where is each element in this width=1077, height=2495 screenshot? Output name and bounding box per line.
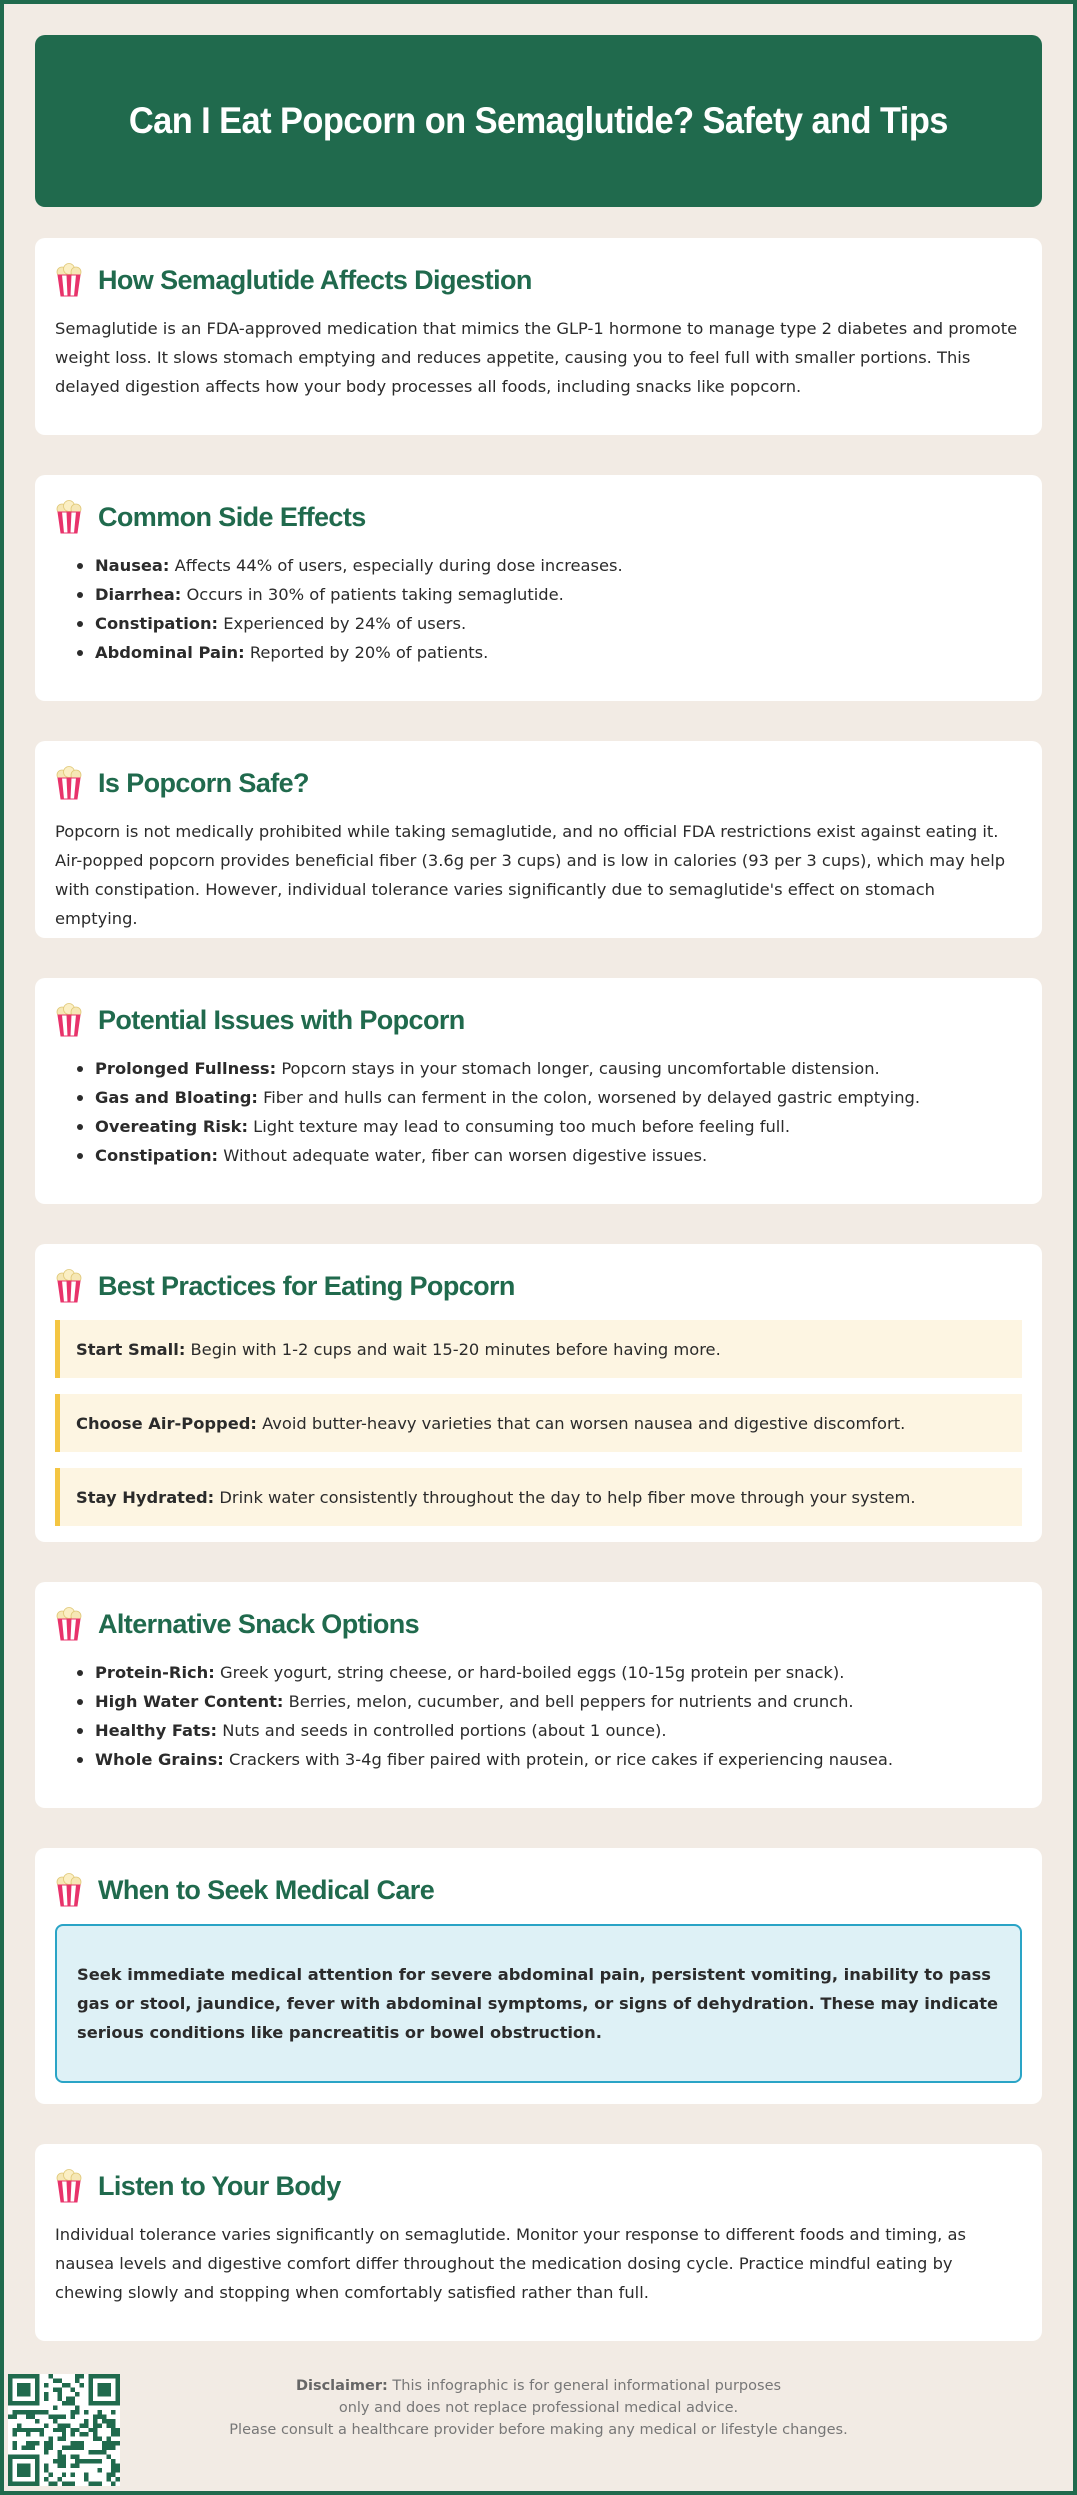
page-title: Can I Eat Popcorn on Semaglutide? Safety and Tips (128, 100, 949, 141)
list-item: Protein-Rich: Greek yogurt, string cheese, or hard-boiled eggs (10-15g protein per snack). (55, 1658, 1022, 1687)
section-title: Best Practices for Eating Popcorn (98, 1270, 515, 1301)
list-item: Constipation: Experienced by 24% of users. (55, 609, 1022, 638)
section-digestion (35, 238, 1042, 435)
popcorn-icon (55, 1607, 83, 1641)
list-item: Overeating Risk: Light texture may lead to consuming too much before feeling full. (55, 1112, 1022, 1141)
tip-box: Stay Hydrated: Drink water consistently throughout the day to help fiber move through your system. (55, 1468, 1022, 1526)
section-medical-care (35, 1848, 1042, 2104)
section-title: Alternative Snack Options (98, 1608, 420, 1639)
section-title: When to Seek Medical Care (98, 1874, 435, 1905)
medical-alert-box: Seek immediate medical attention for severe abdominal pain, persistent vomiting, inability to pass gas or stool, jaundice, fever with abdominal symptoms, or signs of dehydration. These may indicate serious conditions like pancreatitis or bowel obstruction. (55, 1924, 1022, 2083)
section-title: Potential Issues with Popcorn (98, 1004, 465, 1035)
section-listen (35, 2144, 1042, 2341)
disclaimer: Disclaimer: This infographic is for general informational purposes only and does not replace professional medical advice. Please consult a healthcare provider before making any medical or lifestyle changes. (229, 2378, 848, 2438)
section-side-effects (35, 475, 1042, 701)
popcorn-icon (55, 263, 83, 297)
side-effects-list (55, 551, 1022, 667)
list-item: Healthy Fats: Nuts and seeds in controlled portions (about 1 ounce). (55, 1716, 1022, 1745)
section-issues (35, 978, 1042, 1204)
popcorn-icon (55, 2169, 83, 2203)
popcorn-icon (55, 1269, 83, 1303)
section-is-safe (35, 741, 1042, 938)
section-alternatives (35, 1582, 1042, 1808)
list-item: High Water Content: Berries, melon, cucumber, and bell peppers for nutrients and crunch. (55, 1687, 1022, 1716)
disclaimer-label: Disclaimer: (295, 2378, 388, 2394)
section-title: How Semaglutide Affects Digestion (98, 264, 532, 295)
issues-list (55, 1054, 1022, 1170)
section-best-practices (35, 1244, 1042, 1542)
section-title: Is Popcorn Safe? (98, 767, 309, 798)
section-text: Popcorn is not medically prohibited while taking semaglutide, and no official FDA restrictions exist against eating it. Air-popped popcorn provides beneficial fiber (3.6g per 3 cups) and is low in calories (93 per 3 cups), which may help with constipation. However, individual tolerance varies significantly due to semaglutide's effect on stomach emptying. (55, 822, 1006, 928)
list-item: Nausea: Affects 44% of users, especially during dose increases. (55, 551, 1022, 580)
section-title: Common Side Effects (98, 501, 366, 532)
popcorn-icon (55, 1003, 83, 1037)
section-text: Individual tolerance varies significantly on semaglutide. Monitor your response to different foods and timing, as nausea levels and digestive comfort differ throughout the medication dosing cycle. Practice mindful eating by chewing slowly and stopping when comfortably satisfied rather than full. (55, 2225, 966, 2302)
list-item: Constipation: Without adequate water, fiber can worsen digestive issues. (55, 1141, 1022, 1170)
section-text: Semaglutide is an FDA-approved medication that mimics the GLP-1 hormone to manage type 2 diabetes and promote weight loss. It slows stomach emptying and reduces appetite, causing you to feel full with smaller portions. This delayed digestion affects how your body processes all foods, including snacks like popcorn. (55, 319, 1018, 396)
list-item: Whole Grains: Crackers with 3-4g fiber paired with protein, or rice cakes if experiencing nausea. (55, 1745, 1022, 1774)
list-item: Prolonged Fullness: Popcorn stays in your stomach longer, causing uncomfortable distension. (55, 1054, 1022, 1083)
popcorn-icon (55, 500, 83, 534)
list-item: Diarrhea: Occurs in 30% of patients taking semaglutide. (55, 580, 1022, 609)
section-title: Listen to Your Body (98, 2170, 341, 2201)
tip-box: Choose Air-Popped: Avoid butter-heavy varieties that can worsen nausea and digestive discomfort. (55, 1394, 1022, 1452)
alternatives-list (55, 1658, 1022, 1774)
list-item: Gas and Bloating: Fiber and hulls can ferment in the colon, worsened by delayed gastric emptying. (55, 1083, 1022, 1112)
tip-box: Start Small: Begin with 1-2 cups and wait 15-20 minutes before having more. (55, 1320, 1022, 1378)
title-banner (35, 35, 1042, 207)
list-item: Abdominal Pain: Reported by 20% of patients. (55, 638, 1022, 667)
popcorn-icon (55, 1873, 83, 1907)
popcorn-icon (55, 766, 83, 800)
